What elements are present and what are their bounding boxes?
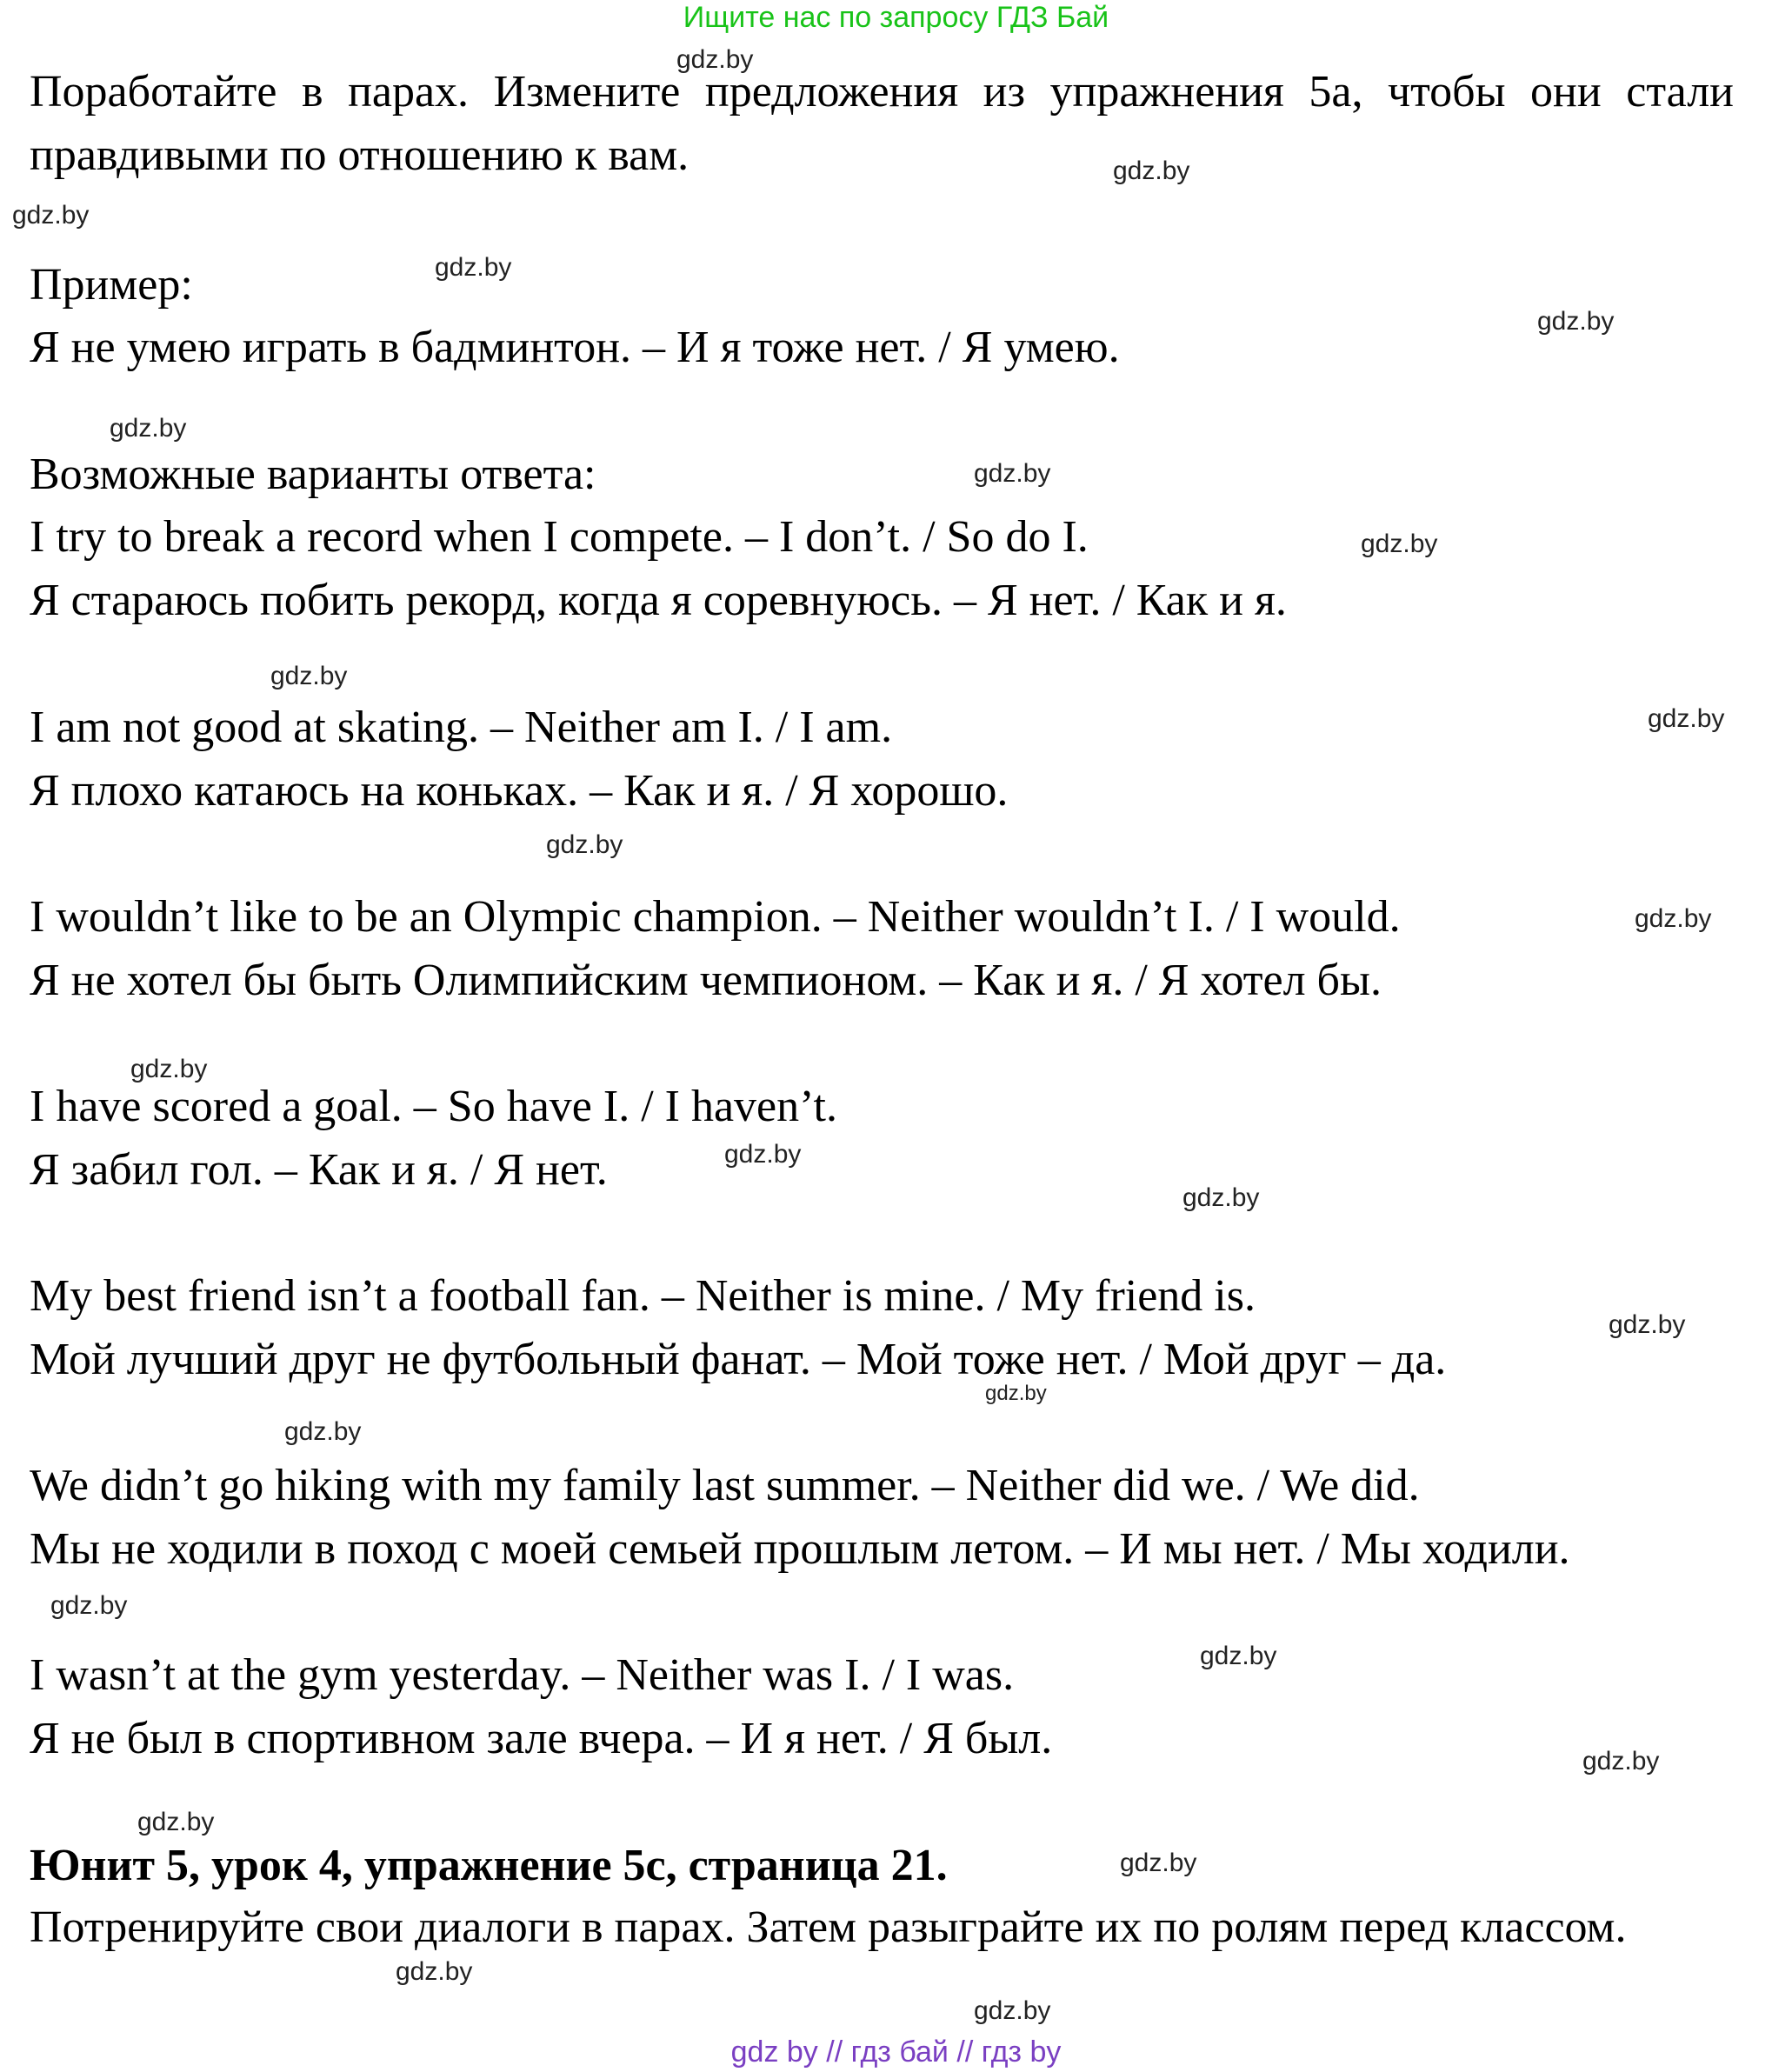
answer-russian: Я забил гол. – Как и я. / Я нет. xyxy=(30,1145,608,1195)
answer-english: I wouldn’t like to be an Olympic champion. – Neither wouldn’t I. / I would. xyxy=(30,892,1401,942)
example-text: Я не умею играть в бадминтон. – И я тоже нет. / Я умею. xyxy=(30,323,1120,372)
watermark: gdz.by xyxy=(1635,904,1712,933)
answer-english: I try to break a record when I compete. – I don’t. / So do I. xyxy=(30,512,1089,562)
watermark: gdz.by xyxy=(110,414,187,443)
answer-english: I wasn’t at the gym yesterday. – Neither was I. / I was. xyxy=(30,1650,1015,1700)
watermark: gdz.by xyxy=(50,1591,128,1620)
section-heading: Юнит 5, урок 4, упражнение 5с, страница 21. xyxy=(30,1841,948,1890)
answer-russian: Мы не ходили в поход с моей семьей прошлым летом. – И мы нет. / Мы ходили. xyxy=(30,1524,1570,1574)
watermark: gdz.by xyxy=(974,1996,1051,2025)
watermark: gdz.by xyxy=(985,1382,1047,1405)
watermark: gdz.by xyxy=(130,1055,208,1083)
watermark: gdz.by xyxy=(396,1957,473,1986)
watermark: gdz.by xyxy=(435,253,512,282)
watermark: gdz.by xyxy=(1609,1310,1686,1339)
section-text: Потренируйте свои диалоги в парах. Затем разыграйте их по ролям перед классом. xyxy=(30,1902,1627,1952)
watermark: gdz.by xyxy=(974,459,1051,488)
watermark: gdz.by xyxy=(1200,1642,1277,1670)
watermark: gdz.by xyxy=(12,201,90,230)
watermark: gdz.by xyxy=(1648,704,1725,733)
watermark: gdz.by xyxy=(1113,157,1190,185)
watermark: gdz.by xyxy=(1537,307,1615,336)
answer-russian: Я не хотел бы быть Олимпийским чемпионом. – Как и я. / Я хотел бы. xyxy=(30,956,1382,1005)
watermark: gdz.by xyxy=(1120,1849,1197,1877)
watermark: gdz.by xyxy=(1582,1747,1660,1776)
task-instruction: Поработайте в парах. Измените предложения из упражнения 5a, чтобы они стали правдивыми по отношению к вам. xyxy=(30,67,1734,180)
watermark: gdz.by xyxy=(724,1140,802,1169)
watermark: gdz.by xyxy=(1182,1183,1260,1212)
watermark: gdz.by xyxy=(676,45,754,74)
watermark: gdz.by xyxy=(137,1808,215,1836)
answer-english: I have scored a goal. – So have I. / I haven’t. xyxy=(30,1082,837,1131)
answer-russian: Я стараюсь побить рекорд, когда я соревнуюсь. – Я нет. / Как и я. xyxy=(30,576,1287,625)
footer-links: gdz by // гдз бай // гдз by xyxy=(730,2035,1062,2069)
top-banner: Ищите нас по запросу ГДЗ Бай xyxy=(683,1,1109,34)
answer-russian: Мой лучший друг не футбольный фанат. – Мой тоже нет. / Мой друг – да. xyxy=(30,1335,1447,1384)
answer-russian: Я не был в спортивном зале вчера. – И я нет. / Я был. xyxy=(30,1714,1053,1763)
answer-english: I am not good at skating. – Neither am I. / I am. xyxy=(30,703,893,752)
example-label: Пример: xyxy=(30,260,193,310)
watermark: gdz.by xyxy=(270,662,348,690)
answer-english: We didn’t go hiking with my family last summer. – Neither did we. / We did. xyxy=(30,1461,1420,1510)
answer-english: My best friend isn’t a football fan. – Neither is mine. / My friend is. xyxy=(30,1271,1256,1321)
watermark: gdz.by xyxy=(1361,530,1438,558)
answer-russian: Я плохо катаюсь на коньках. – Как и я. / Я хорошо. xyxy=(30,766,1009,816)
answers-label: Возможные варианты ответа: xyxy=(30,450,596,499)
watermark: gdz.by xyxy=(284,1417,362,1446)
watermark: gdz.by xyxy=(546,830,623,859)
